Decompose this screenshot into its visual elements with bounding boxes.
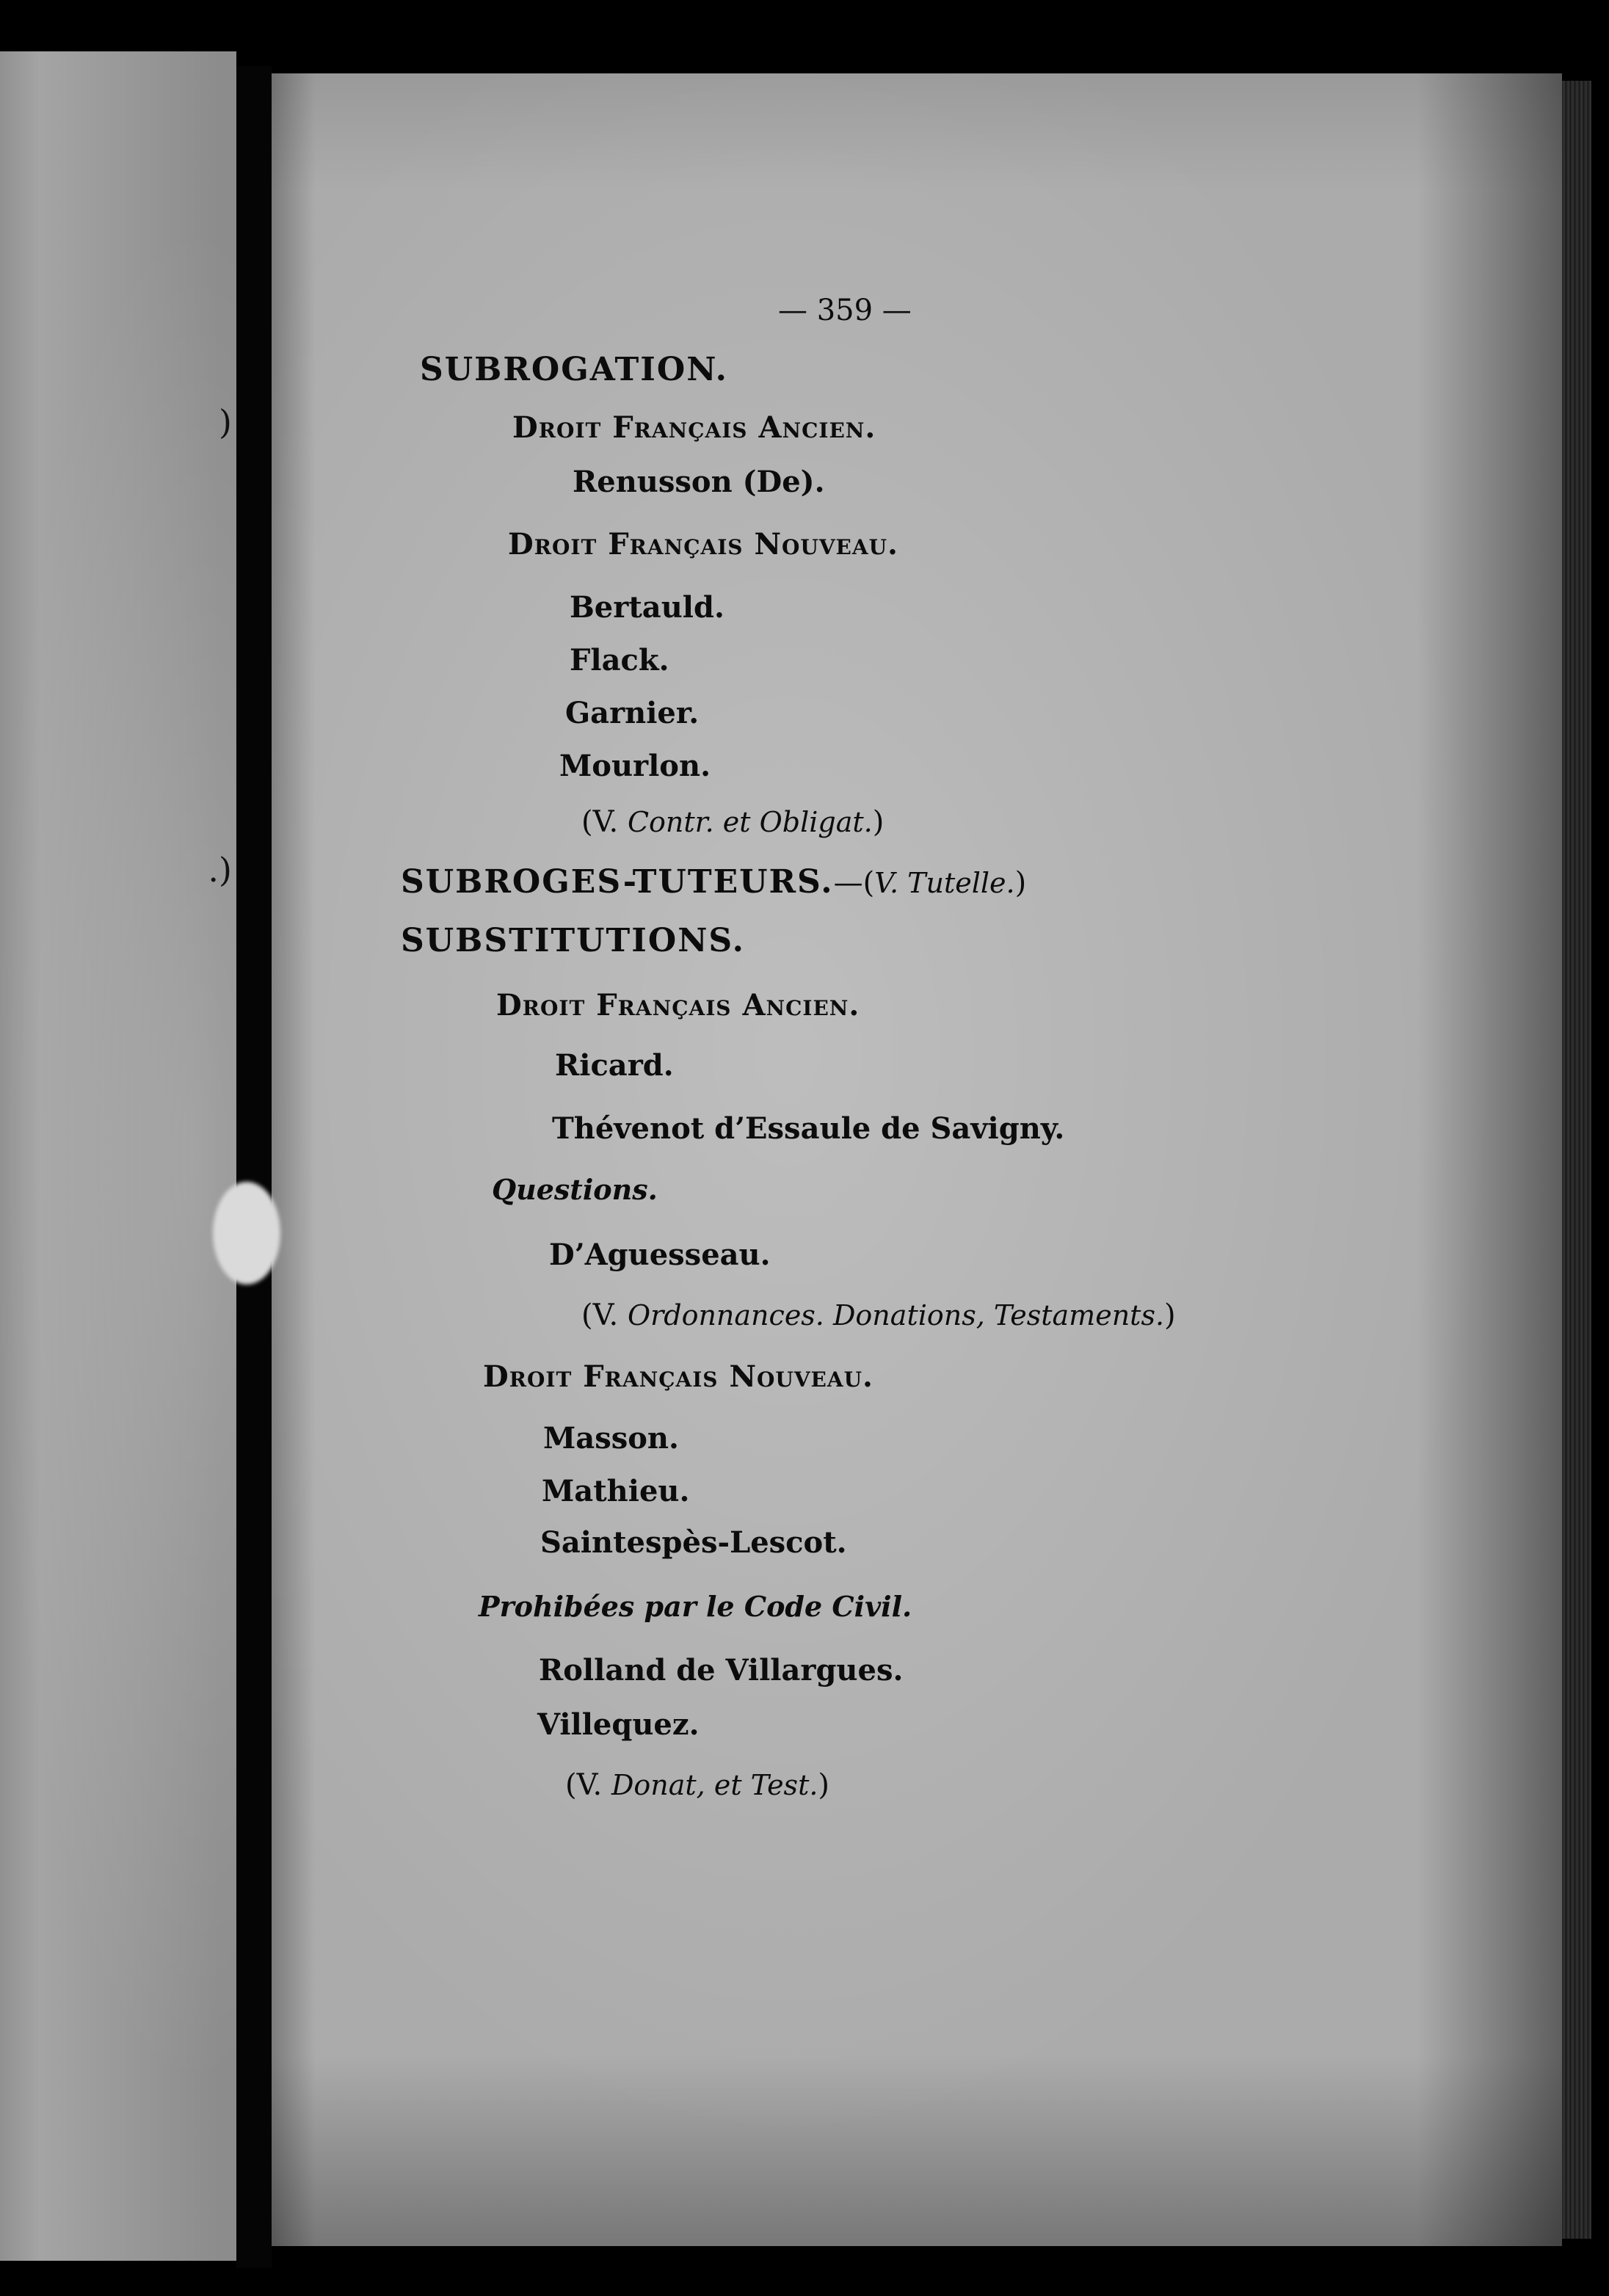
page-number: — 359 —: [778, 294, 912, 327]
entry-headword-subroges-tuteurs: SUBROGES-TUTEURS.: [401, 863, 834, 901]
ref-close: ): [872, 805, 885, 839]
author-entry: Flack.: [570, 643, 669, 677]
left-page-fragment: .): [208, 850, 232, 890]
ref-open: (V.: [565, 1768, 611, 1802]
ref-target: Donat, et Test.: [611, 1769, 818, 1801]
author-entry: Masson.: [543, 1421, 679, 1456]
author-entry: Saintespès-Lescot.: [540, 1525, 847, 1560]
cross-reference: [565, 1770, 829, 1800]
paper-stain: [213, 1182, 280, 1285]
ref-close: ): [1164, 1298, 1176, 1332]
author-entry: Ricard.: [555, 1048, 674, 1083]
section-droit-nouveau: Droit Français Nouveau.: [483, 1359, 873, 1394]
author-entry: Renusson (De).: [573, 465, 825, 499]
ref-target: V. Tutelle.: [874, 867, 1015, 899]
author-entry: Rolland de Villargues.: [539, 1653, 904, 1688]
author-entry: Villequez.: [537, 1707, 700, 1742]
author-entry: Mourlon.: [559, 749, 711, 783]
ref-open: (V.: [581, 1298, 628, 1332]
ref-open: —(: [833, 866, 875, 900]
subtopic-questions: Questions.: [492, 1173, 658, 1206]
ref-close: ): [818, 1768, 830, 1802]
entry-headword-substitutions: SUBSTITUTIONS.: [401, 922, 745, 959]
book-gutter: [236, 66, 272, 2268]
author-entry: Garnier.: [565, 696, 700, 730]
section-droit-nouveau: Droit Français Nouveau.: [508, 527, 898, 562]
subtopic-prohibees: Prohibées par le Code Civil.: [479, 1590, 912, 1623]
entry-subroges-tuteurs: [401, 863, 1027, 901]
cross-reference: [581, 807, 884, 837]
ref-open: (V.: [581, 805, 628, 839]
section-droit-ancien: Droit Français Ancien.: [512, 410, 876, 445]
left-page-fragment: ): [219, 402, 232, 442]
ref-target: Ordonnances. Donations, Testaments.: [627, 1299, 1165, 1332]
author-entry: Thévenot d’Essaule de Savigny.: [552, 1111, 1065, 1146]
ref-close: ): [1014, 866, 1027, 900]
author-entry: Mathieu.: [542, 1474, 690, 1508]
page-edges: [1562, 81, 1591, 2239]
section-droit-ancien: Droit Français Ancien.: [496, 988, 860, 1022]
author-entry: Bertauld.: [570, 590, 724, 625]
author-entry: D’Aguesseau.: [549, 1238, 771, 1272]
cross-reference: [581, 1298, 1176, 1332]
entry-headword-subrogation: SUBROGATION.: [420, 351, 728, 388]
left-facing-page: [0, 51, 236, 2261]
page: [272, 73, 1562, 2246]
ref-target: Contr. et Obligat.: [627, 806, 873, 838]
